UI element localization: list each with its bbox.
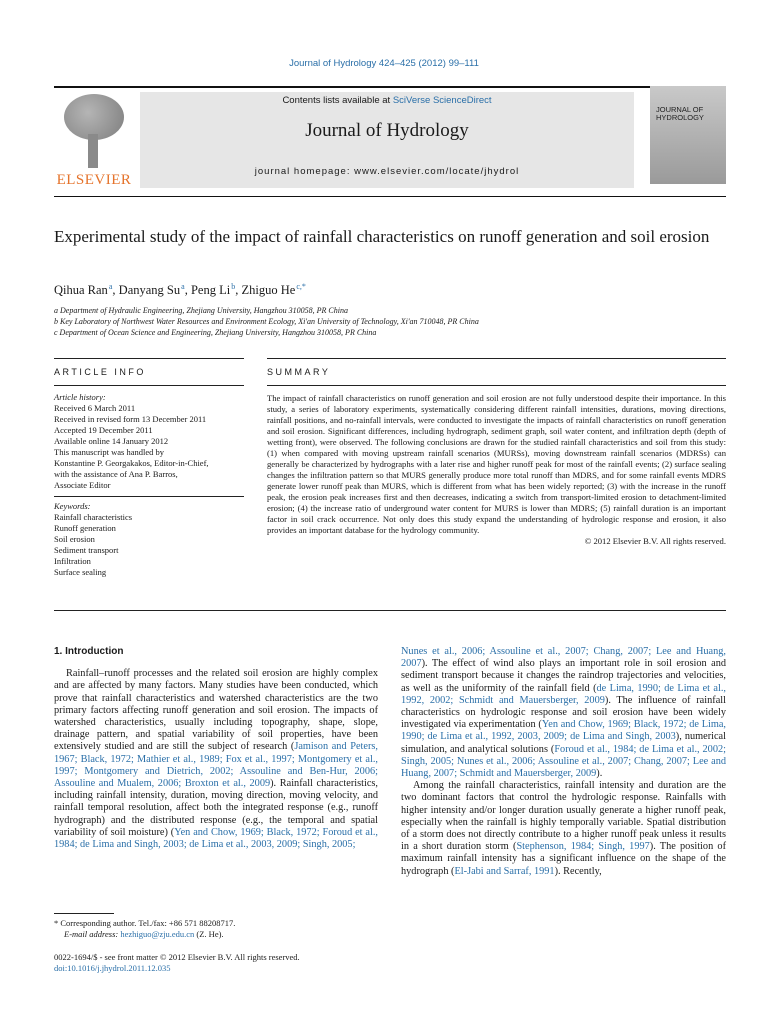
email-label: E-mail address: bbox=[64, 929, 121, 939]
corresponding-author: * Corresponding author. Tel./fax: +86 571 88208717. bbox=[54, 918, 236, 928]
body-text: Rainfall–runoff processes and the related soil erosion are highly complex and are affected by many factors. Many studies have been conducted, which prove that rainfall characteristics and watershed characteristics are the two primary factors affecting runoff generation and soil erosion. The impacts of watershed characteristics, usually including topography, shape, slope, drainage pattern, and spatial variability of soil properties, have been extensively studied and are still the subject of research ( bbox=[54, 668, 378, 753]
info-top-rule bbox=[54, 358, 244, 359]
article-info bbox=[54, 392, 244, 578]
body-text: ). bbox=[596, 768, 603, 780]
author-list: Qihua Ran $^a$, Danyang Su $^a$, Peng Li $^b$, Zhiguo He $^{c,*}$ bbox=[54, 282, 306, 298]
email-line bbox=[54, 929, 378, 940]
citation-link[interactable]: Stephenson, 1984; Singh, 1997 bbox=[516, 841, 650, 853]
page-footer bbox=[54, 952, 378, 974]
keyword: Infiltration bbox=[54, 556, 91, 566]
keyword: Sediment transport bbox=[54, 545, 119, 555]
body-text: ). Rainfall characteristics, including rainfall intensity, duration, moving direction, moving velocity, and rainfall temporal resolution, affect both the integrated response (e.g., runoff hydrograph) and the distributed response (e.g., the temporal and spatial variability of soil moisture) ( bbox=[54, 778, 379, 838]
email-suffix: (Z. He). bbox=[194, 929, 224, 939]
doi-link[interactable]: doi:10.1016/j.jhydrol.2011.12.035 bbox=[54, 963, 171, 973]
section-heading: 1. Introduction bbox=[54, 646, 124, 657]
elsevier-logo bbox=[54, 88, 134, 188]
summary-bottom-rule bbox=[54, 610, 726, 611]
paragraph bbox=[401, 646, 726, 780]
summary-text: The impact of rainfall characteristics on runoff generation and soil erosion are not fully understood despite their importance. In this study, a series of laboratory experiments, systematically considering different rainfall intensities, durations, moving directions, rainfall positions, and no-rainfall intervals, were conducted to investigate the impacts of rainfall characteristics on runoff generation and soil erosion. Significant differences, including hydrograph, sediment graph, soil water content, and infiltration depth (depth of wetting front), were observed. The following conclusions are drawn for the studied rainfall characteristics and soil from this study: (1) when compared with moving upstream rainfall scenarios (MURSs), moving downstream rainfall scenarios (MDRSs) can generally be characterized by hydrographs with a later rise and higher runoff peak for most of the rainfall events; (2) surface sealing changes the infiltration pattern so that MURS generally produce more total runoff than MDRS, and for some rainfall events MDRS generate lower runoff peak than MURS, which is different from what has been widely reported; (3) with the increase in the runoff peak, the erosion peak increases first and then decreases, indicating a switch from transport-limited erosion to detachment-limited erosion; (4) the increase ratio of underground water content for MURS is lower than MDRS; (5) rainfall duration is an important factor in soil crack occurrence. Not only does this study expand the understanding of hydrologic response and erosion, it also provides an important database for the hydrology community. bbox=[267, 393, 726, 535]
info-head-rule bbox=[54, 385, 244, 386]
homepage-prefix: journal homepage: bbox=[254, 166, 355, 177]
issn-line: 0022-1694/$ - see front matter © 2012 Elsevier B.V. All rights reserved. bbox=[54, 952, 300, 962]
citation-link[interactable]: de Lima, 1990; de Lima et al., 1992, 2002; Schmidt and Mauersberger, 2009 bbox=[401, 682, 726, 706]
author-affil-mark[interactable]: a bbox=[108, 282, 113, 291]
body-text: ). The position of maximum rainfall intensity has a significant influence on the shape of the hydrograph ( bbox=[401, 841, 726, 877]
summary-head-rule bbox=[267, 385, 726, 386]
journal-homepage bbox=[140, 166, 634, 177]
history-line: This manuscript was handled by bbox=[54, 447, 165, 457]
author-name: Qihua Ran bbox=[54, 283, 108, 298]
body-text: Among the rainfall characteristics, rainfall intensity and duration are the two dominant factors that control the hydrologic response. Rainfalls with higher intensity and/or longer duration usually generate a higher runoff peak, especially when the rainfall is highly temporally variable. Spatial distribution of a storm does not directly contribute to a higher runoff peak unless it results in a short duration storm ( bbox=[401, 780, 726, 853]
article-title: Experimental study of the impact of rainfall characteristics on runoff generation and soil erosion bbox=[54, 227, 710, 246]
author-name: Danyang Su bbox=[118, 283, 181, 298]
body-left-column bbox=[54, 646, 378, 851]
citation-link[interactable]: El-Jabi and Sarraf, 1991 bbox=[454, 865, 555, 877]
citation-link[interactable]: Nunes et al., 2006; Assouline et al., 2007; Chang, 2007; Lee and Huang, 2007 bbox=[401, 646, 726, 670]
history-line: Associate Editor bbox=[54, 480, 111, 490]
body-text: ), numerical simulation, and analytical solutions ( bbox=[401, 731, 726, 755]
sciencedirect-link[interactable]: SciVerse ScienceDirect bbox=[392, 95, 492, 106]
paragraph bbox=[401, 780, 726, 878]
keywords-rule bbox=[54, 496, 244, 497]
cover-title: JOURNAL OF HYDROLOGY bbox=[656, 105, 704, 122]
history-line: with the assistance of Ana P. Barros, bbox=[54, 469, 178, 479]
summary-body bbox=[267, 393, 726, 547]
history-label: Article history: bbox=[54, 392, 106, 402]
affiliations bbox=[54, 305, 726, 338]
tree-trunk bbox=[88, 134, 98, 168]
keyword: Rainfall characteristics bbox=[54, 512, 133, 522]
summary-heading: SUMMARY bbox=[267, 367, 331, 377]
history-line: Received 6 March 2011 bbox=[54, 403, 136, 413]
email-link[interactable]: hezhiguo@zju.edu.cn bbox=[120, 929, 195, 939]
body-right-column bbox=[401, 646, 726, 878]
body-text: ). The effect of wind also plays an important role in soil erosion and sediment transport because it changes the raindrop trajectories and velocities, as well as the uniformity of the rainfall field ( bbox=[401, 658, 726, 694]
author-affil-mark[interactable]: c,* bbox=[296, 282, 306, 291]
body-text: ). The influence of rainfall characteristics on hydrologic response and soil erosion have been widely investigated via experimentation ( bbox=[401, 694, 726, 731]
contents-prefix: Contents lists available at bbox=[282, 95, 393, 106]
article-info-heading: ARTICLE INFO bbox=[54, 367, 146, 377]
citation-link[interactable]: Foroud et al., 1984; de Lima et al., 2002; Singh, 2005; Nunes et al., 2006; Assouline et al., 2007; Chang, 2007; Lee and Huang, 2007; Schmidt and Mauersberger, 2009 bbox=[401, 743, 726, 780]
author-name: Zhiguo He bbox=[241, 283, 296, 298]
history-line: Available online 14 January 2012 bbox=[54, 436, 169, 446]
contents-line bbox=[140, 95, 634, 106]
paragraph bbox=[54, 668, 378, 851]
header-bottom-rule bbox=[54, 196, 726, 197]
homepage-link[interactable]: www.elsevier.com/locate/jhydrol bbox=[354, 166, 520, 177]
header-top-rule bbox=[54, 86, 726, 88]
keywords-label: Keywords: bbox=[54, 501, 91, 511]
footnote-rule bbox=[54, 913, 114, 914]
footnote bbox=[54, 918, 378, 940]
keyword: Runoff generation bbox=[54, 523, 116, 533]
keyword: Soil erosion bbox=[54, 534, 95, 544]
summary-top-rule bbox=[267, 358, 726, 359]
history-line: Konstantine P. Georgakakos, Editor-in-Chief, bbox=[54, 458, 209, 468]
publisher-name: ELSEVIER bbox=[56, 172, 132, 188]
keyword: Surface sealing bbox=[54, 567, 107, 577]
citation-link[interactable]: Jamison and Peters, 1967; Black, 1972; Mathier et al., 1989; Fox et al., 1997; Montgomery et al., 1997; Montgomery and Dietrich, 2002; Assouline and Ben-Hur, 2006; Assouline and Mualem, 2006; Broxton et al., 2009 bbox=[54, 741, 378, 790]
affiliation: c Department of Ocean Science and Engineering, Zhejiang University, Hangzhou 310058, PR China bbox=[54, 328, 377, 337]
citation-link[interactable]: Yen and Chow, 1969; Black, 1972; de Lima, 1990; de Lima et al., 1992, 2003, 2009; de Lima and Singh, 2003 bbox=[401, 719, 726, 743]
journal-cover-image bbox=[650, 86, 726, 184]
affiliation: b Key Laboratory of Northwest Water Resources and Environment Ecology, Xi'an University of Technology, Xi'an 710048, PR China bbox=[54, 317, 479, 326]
history-line: Received in revised form 13 December 2011 bbox=[54, 414, 207, 424]
author-name: Peng Li bbox=[190, 283, 231, 298]
history-line: Accepted 19 December 2011 bbox=[54, 425, 153, 435]
journal-reference[interactable]: Journal of Hydrology 424–425 (2012) 99–111 bbox=[289, 58, 479, 69]
journal-title: Journal of Hydrology bbox=[305, 120, 469, 141]
copyright-notice: © 2012 Elsevier B.V. All rights reserved. bbox=[584, 536, 726, 546]
body-text: ). Recently, bbox=[554, 865, 602, 877]
citation-link[interactable]: Yen and Chow, 1969; Black, 1972; Foroud et al., 1984; de Lima and Singh, 2003; de Lima et al., 2003, 2009; Singh, 2005; bbox=[54, 826, 378, 851]
affiliation: a Department of Hydraulic Engineering, Zhejiang University, Hangzhou 310058, PR China bbox=[54, 306, 348, 315]
author-affil-mark[interactable]: b bbox=[231, 282, 236, 291]
author-affil-mark[interactable]: a bbox=[181, 282, 185, 291]
